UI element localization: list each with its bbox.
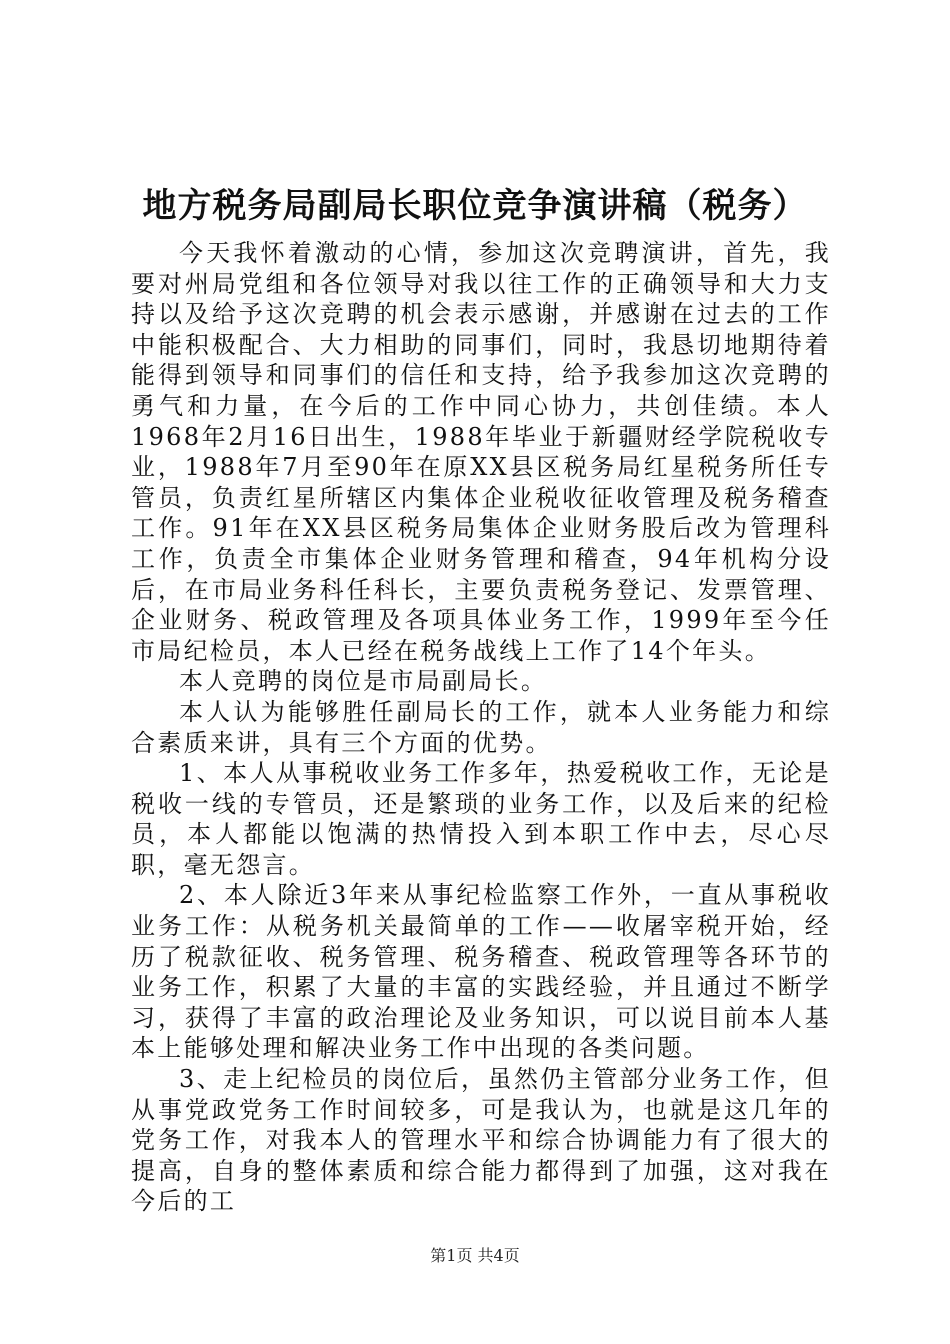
paragraph-point-1: 1、本人从事税收业务工作多年，热爱税收工作，无论是税收一线的专管员，还是繁琐的业务工作，以及后来的纪检员，本人都能以饱满的热情投入到本职工作中去，尽心尽职，毫无怨言。 bbox=[131, 759, 831, 879]
paragraph-point-2: 2、本人除近3年来从事纪检监察工作外，一直从事税收业务工作：从税务机关最简单的工作——收屠宰税开始，经历了税款征收、税务管理、税务稽查、税政管理等各环节的业务工作，积累了大量的丰富的实践经验，并且通过不断学习，获得了丰富的政治理论及业务知识，可以说目前本人基本上能够处理和解决业务工作中出现的各类问题。 bbox=[131, 881, 831, 1063]
document-body bbox=[131, 238, 831, 1217]
paragraph-intro: 今天我怀着激动的心情，参加这次竞聘演讲，首先，我要对州局党组和各位领导对我以往工作的正确领导和大力支持以及给予这次竞聘的机会表示感谢，并感谢在过去的工作中能积极配合、大力相助的同事们，同时，我恳切地期待着能得到领导和同事们的信任和支持，给予我参加这次竞聘的勇气和力量，在今后的工作中同心协力，共创佳绩。本人1968年2月16日出生，1988年毕业于新疆财经学院税收专业，1988年7月至90年在原XX县区税务局红星税务所任专管员，负责红星所辖区内集体企业税收征收管理及税务稽查工作。91年在XX县区税务局集体企业财务股后改为管理科工作，负责全市集体企业财务管理和稽查，94年机构分设后，在市局业务科任科长，主要负责税务登记、发票管理、企业财务、税政管理及各项具体业务工作，1999年至今任市局纪检员，本人已经在税务战线上工作了14个年头。 bbox=[131, 239, 831, 665]
document-title: 地方税务局副局长职位竞争演讲稿（税务） bbox=[142, 186, 808, 226]
paragraph-position: 本人竞聘的岗位是市局副局长。 bbox=[179, 667, 548, 696]
paragraph-point-3: 3、走上纪检员的岗位后，虽然仍主管部分业务工作，但从事党政党务工作时间较多，可是我认为，也就是这几年的党务工作，对我本人的管理水平和综合协调能力有了很大的提高，自身的整体素质和综合能力都得到了加强，这对我在今后的工 bbox=[131, 1065, 831, 1216]
page-footer: 第1页 共4页 bbox=[430, 1246, 520, 1265]
paragraph-advantages: 本人认为能够胜任副局长的工作，就本人业务能力和综合素质来讲，具有三个方面的优势。 bbox=[131, 697, 831, 757]
